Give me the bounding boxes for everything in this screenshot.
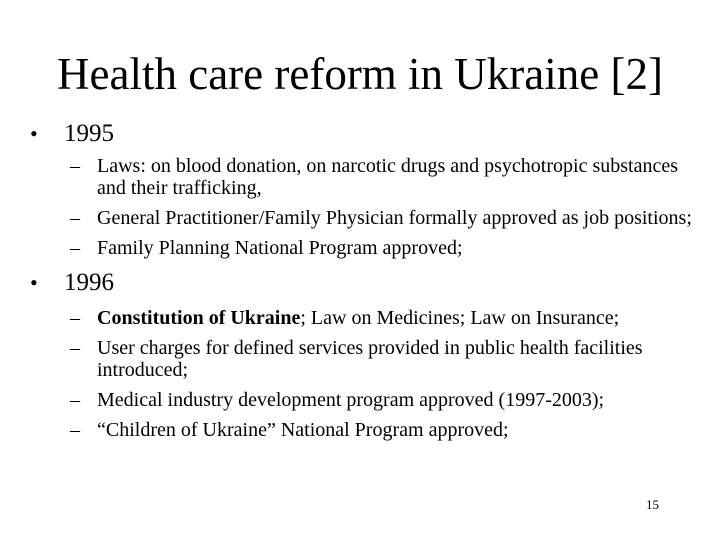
dash-icon: – [70, 155, 80, 177]
dash-icon: – [70, 419, 80, 441]
list-1995 [30, 155, 700, 259]
list-item [30, 419, 700, 441]
list-item-text: Laws: on blood donation, on narcotic drugs and psychotropic substances and their trafficking, [97, 155, 678, 199]
year-label: 1995 [64, 120, 114, 147]
slide-content [30, 118, 700, 449]
dash-icon: – [70, 207, 80, 229]
list-item [30, 155, 700, 199]
list-item-text: User charges for defined services provided in public health facilities introduced; [97, 337, 643, 381]
list-1996 [30, 307, 700, 441]
dash-icon: – [70, 337, 80, 359]
dash-icon: – [70, 307, 80, 329]
slide-title: Health care reform in Ukraine [2] [57, 49, 663, 99]
list-item [30, 237, 700, 259]
dash-icon: – [70, 237, 80, 259]
list-item-text: Medical industry development program approved (1997-2003); [97, 389, 605, 411]
bold-text: Constitution of Ukraine [97, 307, 301, 329]
list-item-text: Family Planning National Program approved; [97, 237, 463, 259]
list-item-text [97, 307, 619, 329]
page-number: 15 [646, 497, 659, 512]
list-item-text: “Children of Ukraine” National Program approved; [97, 419, 509, 441]
list-item-text: General Practitioner/Family Physician formally approved as job positions; [97, 207, 692, 229]
list-item [30, 337, 700, 381]
dash-icon: – [70, 389, 80, 411]
list-item [30, 207, 700, 229]
year-label: 1996 [64, 269, 114, 296]
bullet-icon: • [30, 121, 38, 146]
list-item [30, 307, 700, 329]
list-item [30, 389, 700, 411]
bullet-year-1996 [30, 267, 700, 299]
plain-text: ; Law on Medicines; Law on Insurance; [300, 307, 620, 329]
bullet-year-1995 [30, 118, 700, 150]
bullet-icon: • [30, 270, 38, 295]
